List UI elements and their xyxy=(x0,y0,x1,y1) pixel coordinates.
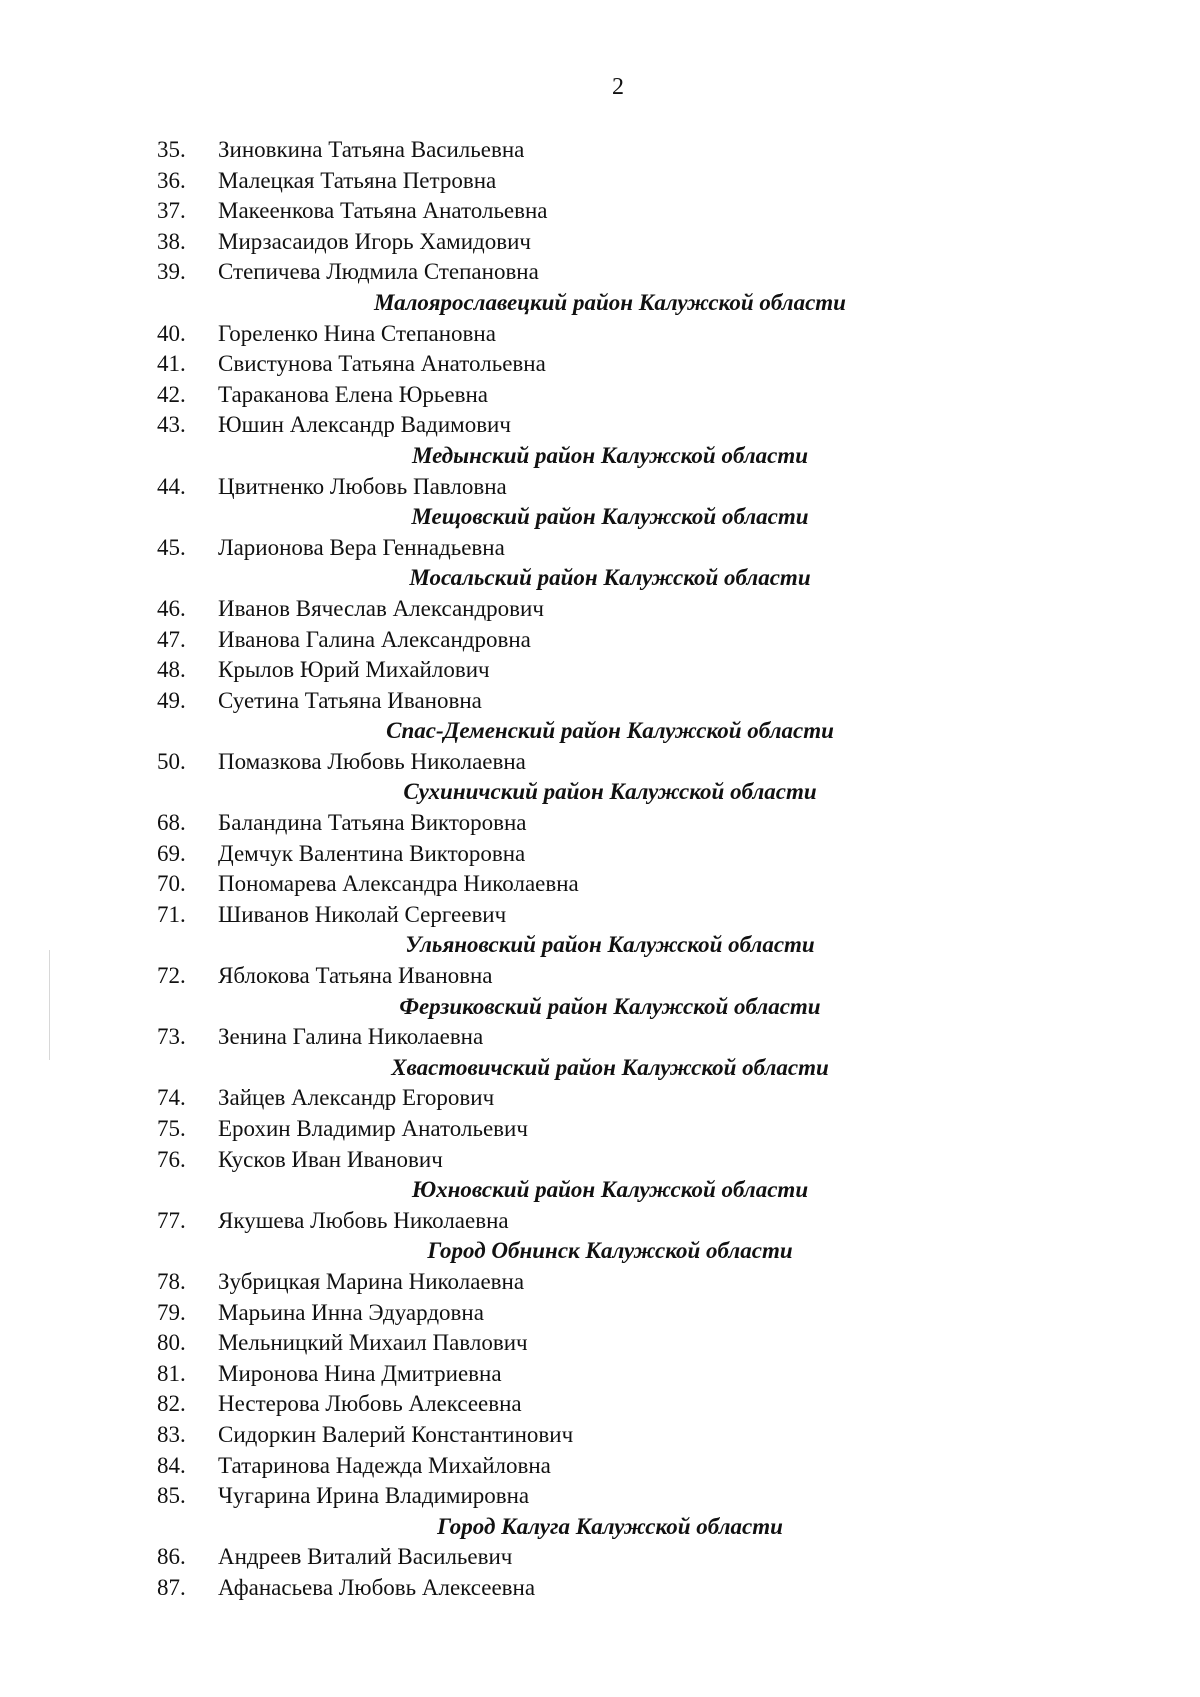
section-heading: Хвастовичский район Калужской области xyxy=(391,1054,829,1080)
list-item xyxy=(0,533,1200,564)
list-item-number: 72. xyxy=(157,963,186,989)
list-item-number: 38. xyxy=(157,228,186,254)
section-heading: Ферзиковский район Калужской области xyxy=(399,993,821,1019)
person-list xyxy=(0,135,1200,1604)
list-item-number: 82. xyxy=(157,1391,186,1417)
list-item-number: 84. xyxy=(157,1452,186,1478)
list-item-number: 75. xyxy=(157,1116,186,1141)
list-item-name: Афанасьева Любовь Алексеевна xyxy=(218,1574,536,1600)
list-item-name: Иванов Вячеслав Александрович xyxy=(218,595,544,621)
list-item xyxy=(0,166,1200,197)
list-item-number: 86. xyxy=(157,1544,186,1570)
section-heading-row xyxy=(0,716,1200,747)
list-item-number: 50. xyxy=(157,748,186,774)
list-item-name: Зенина Галина Николаевна xyxy=(218,1024,484,1050)
section-heading-row xyxy=(0,288,1200,319)
list-item-name: Баландина Татьяна Викторовна xyxy=(218,810,527,836)
list-item-name: Андреев Виталий Васильевич xyxy=(218,1544,513,1570)
section-heading-row xyxy=(0,777,1200,808)
list-item xyxy=(0,625,1200,656)
list-item xyxy=(0,349,1200,380)
list-item xyxy=(0,1389,1200,1420)
section-heading-row xyxy=(0,502,1200,533)
list-item xyxy=(0,1359,1200,1390)
list-item xyxy=(0,1328,1200,1359)
section-heading-row xyxy=(0,930,1200,961)
section-heading: Мещовский район Калужской области xyxy=(411,504,809,530)
list-item-number: 85. xyxy=(157,1483,186,1509)
section-heading: Малоярославецкий район Калужской области xyxy=(374,289,846,315)
section-heading-row xyxy=(0,1053,1200,1084)
list-item xyxy=(0,135,1200,166)
list-item xyxy=(0,747,1200,778)
section-heading-row xyxy=(0,1512,1200,1543)
list-item-name: Марьина Инна Эдуардовна xyxy=(218,1299,484,1325)
section-heading: Город Калуга Калужской области xyxy=(437,1513,783,1539)
list-item xyxy=(0,257,1200,288)
list-item-name: Крылов Юрий Михайлович xyxy=(218,657,490,683)
list-item-number: 35. xyxy=(157,137,186,162)
scan-margin-mark xyxy=(49,950,50,1060)
list-item-number: 41. xyxy=(157,351,186,377)
list-item xyxy=(0,900,1200,931)
page-number: 2 xyxy=(612,74,624,100)
list-item-name: Гореленко Нина Степановна xyxy=(218,320,496,346)
list-item-number: 49. xyxy=(157,687,186,713)
list-item xyxy=(0,380,1200,411)
list-item xyxy=(0,1420,1200,1451)
list-item-number: 83. xyxy=(157,1421,186,1447)
section-heading: Мосальский район Калужской области xyxy=(409,565,811,591)
list-item xyxy=(0,1481,1200,1512)
list-item xyxy=(0,594,1200,625)
list-item xyxy=(0,1206,1200,1237)
list-item-number: 47. xyxy=(157,626,186,652)
section-heading-row xyxy=(0,992,1200,1023)
list-item xyxy=(0,319,1200,350)
list-item xyxy=(0,472,1200,503)
list-item xyxy=(0,410,1200,441)
section-heading: Город Обнинск Калужской области xyxy=(427,1238,793,1264)
list-item-name: Пономарева Александра Николаевна xyxy=(218,871,579,897)
list-item xyxy=(0,808,1200,839)
list-item xyxy=(0,1114,1200,1145)
list-item-number: 78. xyxy=(157,1268,186,1294)
section-heading: Медынский район Калужской области xyxy=(411,442,809,468)
list-item xyxy=(0,655,1200,686)
list-item-name: Татаринова Надежда Михайловна xyxy=(218,1452,551,1478)
list-item-number: 40. xyxy=(157,320,186,346)
section-heading: Спас-Деменский район Калужской области xyxy=(386,718,834,744)
list-item xyxy=(0,1298,1200,1329)
list-item-number: 69. xyxy=(157,840,186,866)
list-item xyxy=(0,1145,1200,1176)
list-item-name: Зайцев Александр Егорович xyxy=(218,1085,495,1111)
list-item xyxy=(0,1083,1200,1114)
list-item-name: Иванова Галина Александровна xyxy=(218,626,531,652)
list-item-name: Чугарина Ирина Владимировна xyxy=(218,1483,530,1509)
list-item-name: Суетина Татьяна Ивановна xyxy=(218,687,482,713)
list-item xyxy=(0,1542,1200,1573)
section-heading: Сухиничский район Калужской области xyxy=(403,779,817,805)
list-item-number: 42. xyxy=(157,381,186,407)
list-item-name: Зубрицкая Марина Николаевна xyxy=(218,1268,525,1294)
list-item-number: 44. xyxy=(157,473,186,499)
list-item-number: 45. xyxy=(157,534,186,560)
list-item-name: Якушева Любовь Николаевна xyxy=(218,1207,509,1233)
list-item-name: Цвитненко Любовь Павловна xyxy=(218,473,507,499)
list-item-number: 68. xyxy=(157,810,186,836)
list-item-name: Степичева Людмила Степановна xyxy=(218,259,539,285)
list-item-number: 43. xyxy=(157,412,186,438)
section-heading: Юхновский район Калужской области xyxy=(411,1177,809,1203)
list-item-name: Ларионова Вера Геннадьевна xyxy=(218,534,505,560)
list-item-number: 81. xyxy=(157,1360,186,1386)
list-item-number: 46. xyxy=(157,595,186,621)
list-item-number: 76. xyxy=(157,1146,186,1172)
list-item-number: 87. xyxy=(157,1574,186,1600)
section-heading-row xyxy=(0,563,1200,594)
list-item-number: 80. xyxy=(157,1330,186,1356)
section-heading-row xyxy=(0,1175,1200,1206)
list-item-name: Демчук Валентина Викторовна xyxy=(218,840,526,866)
list-item-name: Помазкова Любовь Николаевна xyxy=(218,748,526,774)
list-item-name: Свистунова Татьяна Анатольевна xyxy=(218,351,546,377)
list-item-name: Кусков Иван Иванович xyxy=(218,1146,443,1172)
list-item-name: Шиванов Николай Сергеевич xyxy=(218,901,507,927)
list-item xyxy=(0,869,1200,900)
list-item xyxy=(0,686,1200,717)
list-item xyxy=(0,1022,1200,1053)
list-item-name: Мирзасаидов Игорь Хамидович xyxy=(218,228,531,254)
list-item-name: Ерохин Владимир Анатольевич xyxy=(218,1116,528,1141)
list-item-number: 79. xyxy=(157,1299,186,1325)
list-item-number: 36. xyxy=(157,167,186,193)
list-item-name: Тараканова Елена Юрьевна xyxy=(218,381,488,407)
list-item-number: 73. xyxy=(157,1024,186,1050)
list-item-name: Яблокова Татьяна Ивановна xyxy=(218,963,493,989)
list-item-name: Юшин Александр Вадимович xyxy=(218,412,511,438)
list-item xyxy=(0,227,1200,258)
list-item xyxy=(0,961,1200,992)
list-item-name: Макеенкова Татьяна Анатольевна xyxy=(218,198,548,224)
section-heading: Ульяновский район Калужской области xyxy=(405,932,815,958)
list-item xyxy=(0,1451,1200,1482)
list-item xyxy=(0,196,1200,227)
list-item-number: 70. xyxy=(157,871,186,897)
list-item-name: Миронова Нина Дмитриевна xyxy=(218,1360,502,1386)
list-item-number: 71. xyxy=(157,901,186,927)
section-heading-row xyxy=(0,441,1200,472)
list-item-name: Нестерова Любовь Алексеевна xyxy=(218,1391,522,1417)
section-heading-row xyxy=(0,1236,1200,1267)
list-item xyxy=(0,839,1200,870)
list-item-number: 37. xyxy=(157,198,186,224)
list-item-name: Малецкая Татьяна Петровна xyxy=(218,167,497,193)
list-item-number: 74. xyxy=(157,1085,186,1111)
list-item-number: 39. xyxy=(157,259,186,285)
list-item-name: Зиновкина Татьяна Васильевна xyxy=(218,137,525,162)
list-item xyxy=(0,1573,1200,1604)
list-item-name: Мельницкий Михаил Павлович xyxy=(218,1330,528,1356)
list-item xyxy=(0,1267,1200,1298)
list-item-number: 48. xyxy=(157,657,186,683)
list-item-name: Сидоркин Валерий Константинович xyxy=(218,1421,574,1447)
list-item-number: 77. xyxy=(157,1207,186,1233)
